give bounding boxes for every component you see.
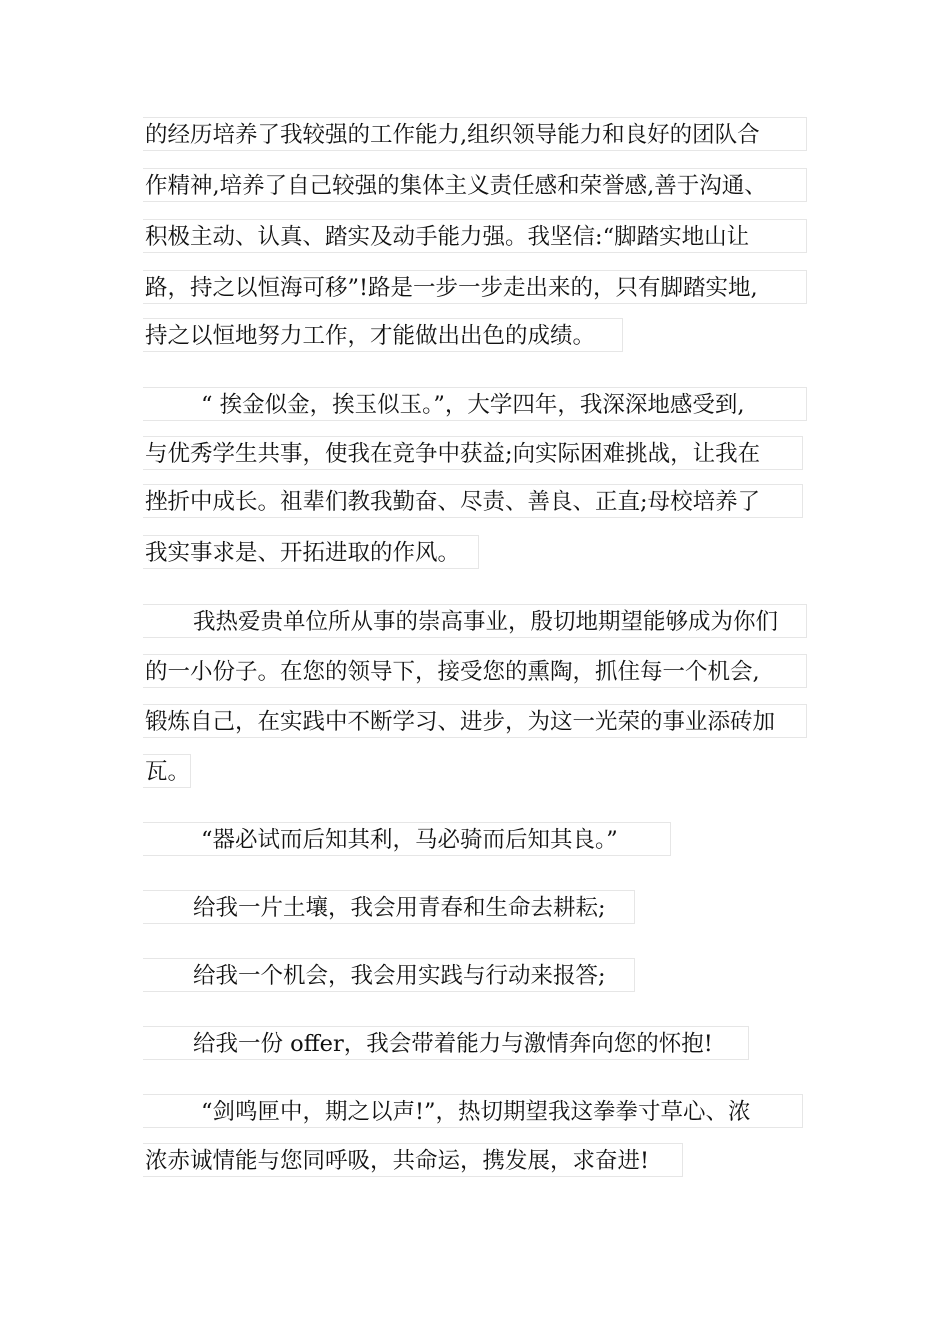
paragraph-1-line-2: 作精神,培养了自己较强的集体主义责任感和荣誉感,善于沟通、 xyxy=(143,168,807,202)
paragraph-7-line-1: 给我一份 offer，我会带着能力与激情奔向您的怀抱! xyxy=(143,1026,749,1060)
paragraph-8-line-1: “剑鸣匣中，期之以声!”，热切期望我这拳拳寸草心、浓 xyxy=(143,1094,803,1128)
paragraph-2-line-2: 与优秀学生共事，使我在竞争中获益;向实际困难挑战，让我在 xyxy=(143,436,803,470)
paragraph-2-line-3: 挫折中成长。祖辈们教我勤奋、尽责、善良、正直;母校培养了 xyxy=(143,484,803,518)
paragraph-3-line-4: 瓦。 xyxy=(143,754,191,788)
paragraph-3-line-1: 我热爱贵单位所从事的崇高事业，殷切地期望能够成为你们 xyxy=(143,604,807,638)
paragraph-4-line-1: “器必试而后知其利，马必骑而后知其良。” xyxy=(143,822,671,856)
paragraph-2-line-4: 我实事求是、开拓进取的作风。 xyxy=(143,535,479,569)
paragraph-6-line-1: 给我一个机会，我会用实践与行动来报答; xyxy=(143,958,635,992)
paragraph-1-line-5: 持之以恒地努力工作，才能做出出色的成绩。 xyxy=(143,318,623,352)
paragraph-2-line-1: “ 挨金似金，挨玉似玉。”，大学四年，我深深地感受到, xyxy=(143,387,807,421)
paragraph-5-line-1: 给我一片土壤，我会用青春和生命去耕耘; xyxy=(143,890,635,924)
paragraph-3-line-3: 锻炼自己，在实践中不断学习、进步，为这一光荣的事业添砖加 xyxy=(143,704,807,738)
paragraph-1-line-1: 的经历培养了我较强的工作能力,组织领导能力和良好的团队合 xyxy=(143,117,807,151)
paragraph-8-line-2: 浓赤诚情能与您同呼吸，共命运，携发展，求奋进! xyxy=(143,1143,683,1177)
paragraph-1-line-3: 积极主动、认真、踏实及动手能力强。我坚信:“脚踏实地山让 xyxy=(143,219,807,253)
paragraph-3-line-2: 的一小份子。在您的领导下，接受您的熏陶，抓住每一个机会, xyxy=(143,654,807,688)
paragraph-1-line-4: 路，持之以恒海可移”!路是一步一步走出来的，只有脚踏实地, xyxy=(143,270,807,304)
